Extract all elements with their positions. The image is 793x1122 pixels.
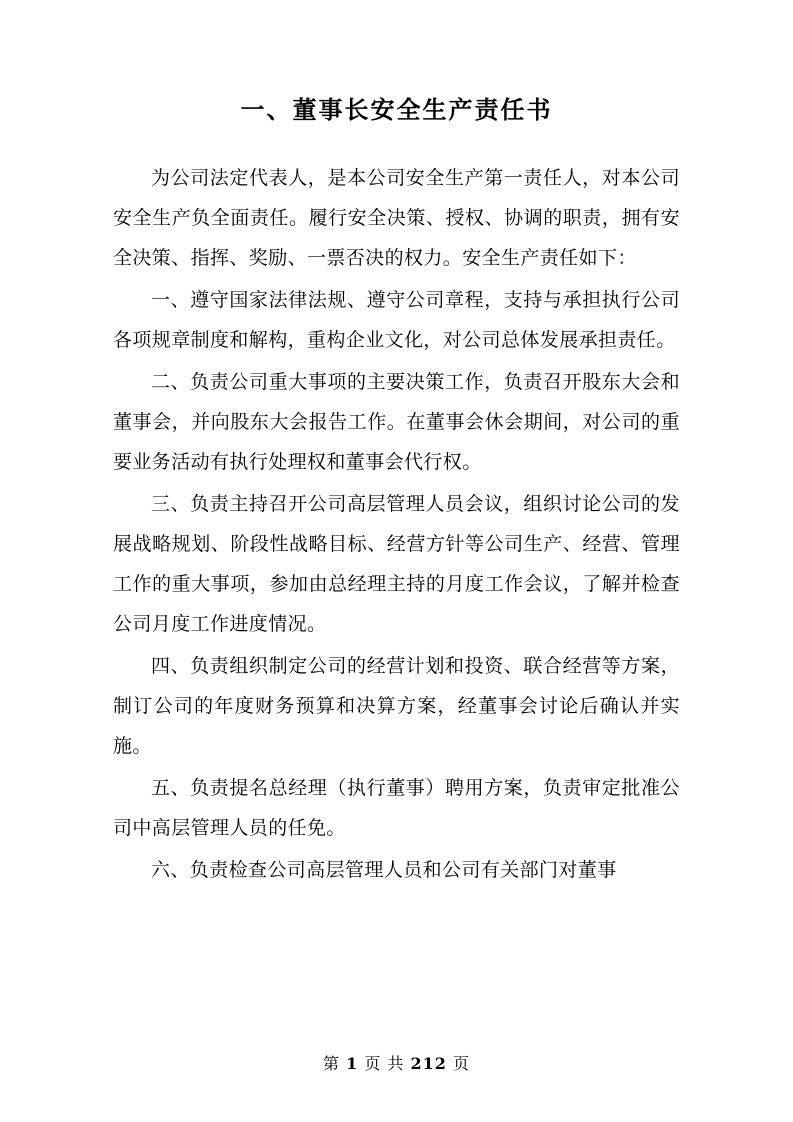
page-title: 一、董事长安全生产责任书 [240, 95, 553, 124]
page-content [113, 92, 680, 892]
footer-prefix: 第 [322, 1054, 340, 1073]
footer-total-pages: 212 [410, 1054, 447, 1073]
footer-suffix: 页 [453, 1054, 471, 1073]
footer-current-page: 1 [346, 1054, 359, 1073]
paragraph-3: 二、负责公司重大事项的主要决策工作，负责召开股东大会和董事会，并向股东大会报告工作。在董事会休会期间，对公司的重要业务活动有执行处理权和董事会代行权。 [113, 371, 680, 473]
paragraph-7: 六、负责检查公司高层管理人员和公司有关部门对董事 [151, 859, 617, 881]
page-footer [0, 1051, 793, 1074]
paragraph-2: 一、遵守国家法律法规、遵守公司章程，支持与承担执行公司各项规章制度和解构，重构企业文化，对公司总体发展承担责任。 [113, 289, 680, 351]
footer-middle: 页 共 [364, 1054, 405, 1073]
paragraph-4: 三、负责主持召开公司高层管理人员会议，组织讨论公司的发展战略规划、阶段性战略目标、经营方针等公司生产、经营、管理工作的重大事项，参加由总经理主持的月度工作会议，了解并检查公司月度工作进度情况。 [113, 493, 680, 635]
paragraph-5: 四、负责组织制定公司的经营计划和投资、联合经营等方案，制订公司的年度财务预算和决算方案，经董事会讨论后确认并实施。 [113, 655, 680, 757]
paragraph-6: 五、负责提名总经理（执行董事）聘用方案，负责审定批准公司中高层管理人员的任免。 [113, 777, 680, 839]
paragraph-1: 为公司法定代表人，是本公司安全生产第一责任人，对本公司安全生产负全面责任。履行安全决策、授权、协调的职责，拥有安全决策、指挥、奖励、一票否决的权力。安全生产责任如下： [113, 167, 680, 269]
